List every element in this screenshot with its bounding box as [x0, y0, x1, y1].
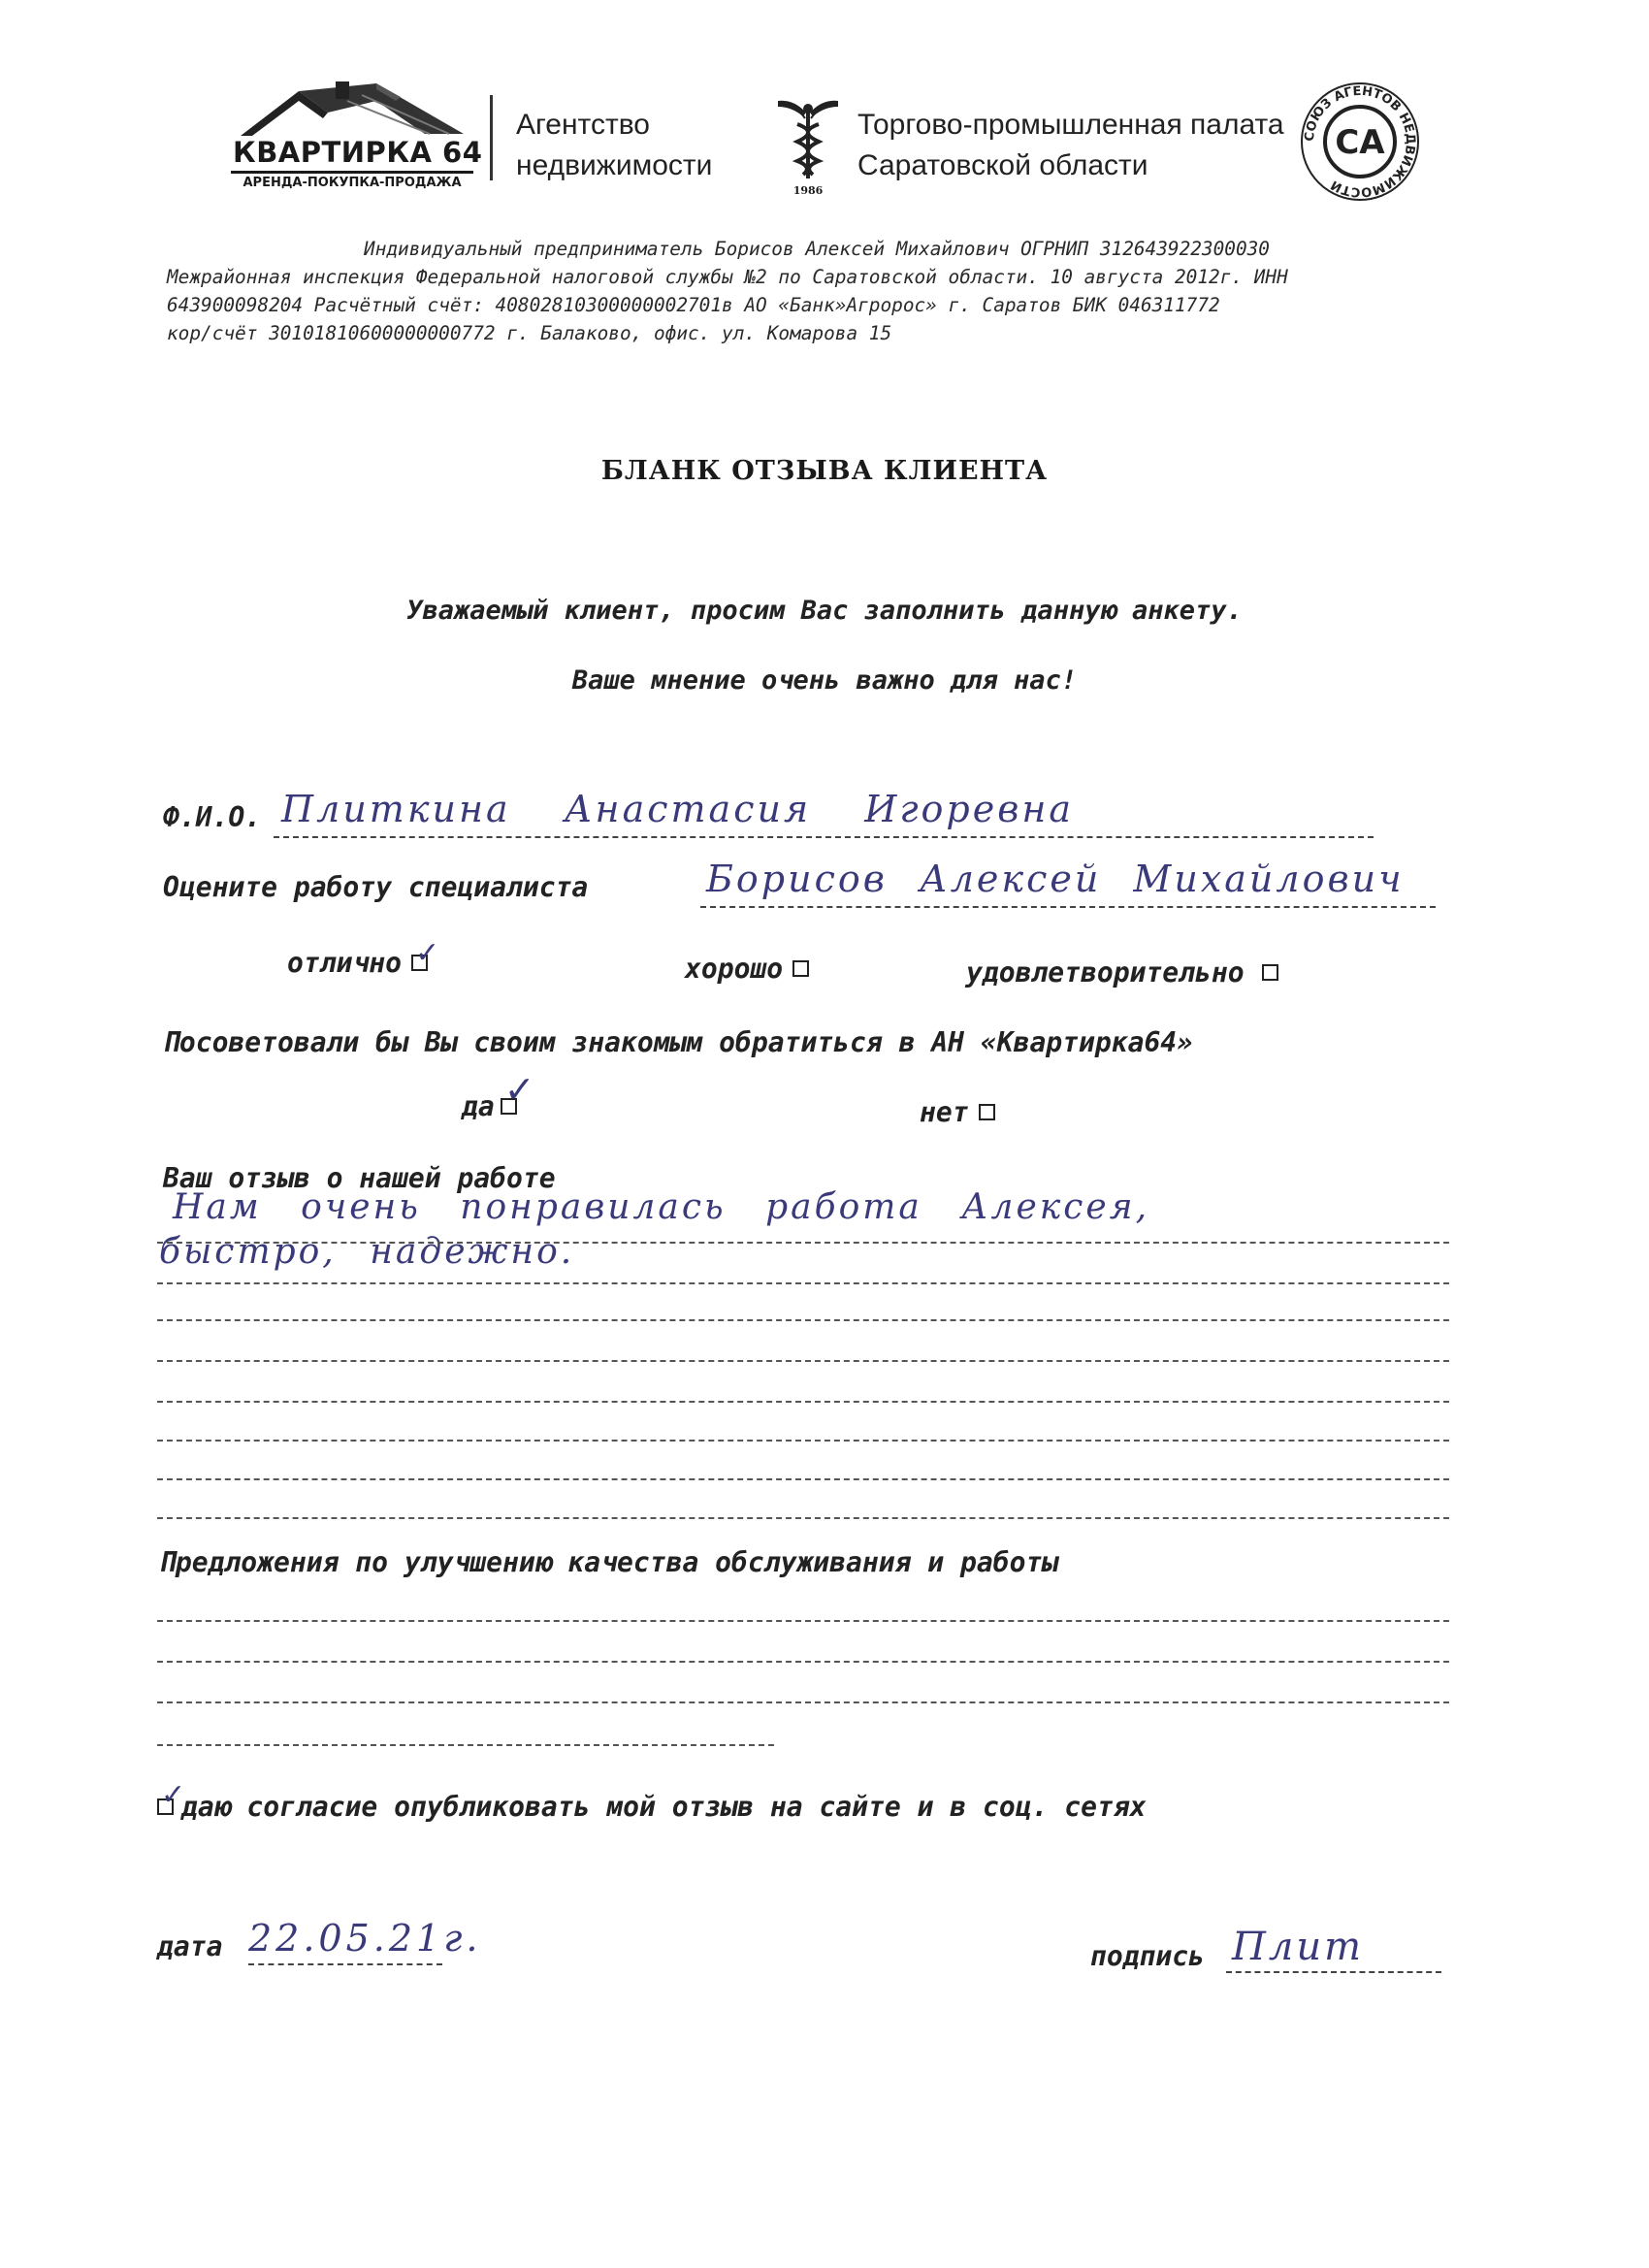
rate-underline — [700, 906, 1436, 908]
review-rule — [157, 1282, 1449, 1284]
suggestions-label: Предложения по улучшению качества обслуживания и работы — [159, 1546, 1059, 1578]
header-divider — [490, 95, 493, 180]
rating-good-checkbox[interactable] — [792, 960, 809, 977]
recommend-label: Посоветовали бы Вы своим знакомым обратиться в АН «Квартирка64» — [163, 1026, 1194, 1058]
chamber-emblem — [774, 95, 842, 202]
review-label: Ваш отзыв о нашей работе — [163, 1162, 556, 1194]
review-rule — [157, 1440, 1449, 1442]
recommend-no-checkbox[interactable] — [979, 1104, 995, 1120]
requisites-line: кор/счёт 30101810600000000772 г. Балаково, офис. ул. Комарова 15 — [167, 322, 892, 344]
date-value[interactable]: 22.05.21г. — [248, 1917, 482, 1960]
agency-logo — [231, 80, 483, 194]
date-label: дата — [157, 1930, 223, 1962]
review-rule — [157, 1242, 1449, 1244]
company-requisites — [167, 235, 1467, 347]
review-rule — [157, 1478, 1449, 1480]
union-seal-text: СОЮЗ АГЕНТОВ НЕДВИЖИМОСТИ — [1302, 83, 1418, 200]
rate-label: Оцените работу специалиста — [163, 871, 589, 903]
signature-underline — [1226, 1971, 1441, 1973]
rating-good-label: хорошо — [685, 953, 784, 985]
union-seal-icon — [1300, 81, 1420, 202]
recommend-yes-checkbox[interactable] — [501, 1067, 535, 1115]
requisites-line: 643900098204 Расчётный счёт: 40802810300000002701в АО «Банк»Агророс» г. Саратов БИК 046311772 — [167, 294, 1220, 316]
fio-label: Ф.И.О. — [163, 801, 262, 833]
review-line-1[interactable]: Нам очень понравилась работа Алексея, — [173, 1187, 1150, 1227]
recommend-option-no[interactable] — [920, 1096, 995, 1128]
check-icon: ✓ — [415, 935, 440, 970]
house-roof-icon — [231, 80, 473, 138]
form-importance: Ваше мнение очень важно для нас! — [571, 665, 1078, 696]
suggestions-rule — [157, 1661, 1449, 1663]
fio-value[interactable]: Плиткина Анастасия Игоревна — [281, 788, 1075, 830]
requisites-line: Индивидуальный предприниматель Борисов Алексей Михайлович ОГРНИП 312643922300030 — [364, 238, 1270, 260]
review-rule — [157, 1360, 1449, 1362]
signature-label: подпись — [1090, 1940, 1206, 1972]
fio-underline — [274, 836, 1374, 838]
rate-value[interactable]: Борисов Алексей Михайлович — [706, 858, 1405, 900]
chamber-label-line2: Саратовской области — [857, 149, 1148, 181]
form-greeting: Уважаемый клиент, просим Вас заполнить данную анкету. — [406, 596, 1243, 626]
suggestions-rule — [157, 1744, 774, 1746]
agency-logo-name: КВАРТИРКА 64 — [233, 136, 483, 169]
recommend-option-yes[interactable] — [462, 1067, 535, 1122]
chamber-emblem-year: 1986 — [792, 184, 824, 197]
suggestions-rule — [157, 1701, 1449, 1703]
agency-label-line1: Агентство — [516, 109, 650, 141]
agency-label-line2: недвижимости — [516, 149, 713, 181]
agency-logo-tagline: АРЕНДА-ПОКУПКА-ПРОДАЖА — [231, 171, 473, 190]
review-rule — [157, 1319, 1449, 1321]
signature-value[interactable]: Плит — [1232, 1925, 1365, 1969]
consent-label: даю согласие опубликовать мой отзыв на сайте и в соц. сетях — [181, 1791, 1147, 1823]
rating-option-excellent[interactable] — [287, 935, 440, 979]
form-title: БЛАНК ОТЗЫВА КЛИЕНТА — [600, 456, 1049, 486]
review-rule — [157, 1401, 1449, 1403]
consent-checkbox[interactable] — [157, 1777, 186, 1815]
rating-option-good[interactable] — [685, 953, 809, 985]
recommend-no-label: нет — [920, 1096, 969, 1128]
agency-label — [516, 105, 768, 186]
rating-excellent-checkbox[interactable] — [411, 935, 440, 971]
chamber-label — [857, 105, 1313, 186]
review-rule — [157, 1517, 1449, 1519]
check-icon: ✓ — [161, 1777, 186, 1812]
recommend-yes-label: да — [462, 1090, 495, 1122]
rating-satisfactory-checkbox[interactable] — [1262, 964, 1278, 981]
caduceus-icon — [774, 95, 842, 184]
chamber-label-line1: Торгово-промышленная палата — [857, 109, 1284, 141]
requisites-line: Межрайонная инспекция Федеральной налоговой службы №2 по Саратовской области. 10 августа 2012г. ИНН — [167, 266, 1288, 288]
review-line-2[interactable]: быстро, надежно. — [159, 1232, 575, 1272]
rating-satisfactory-label: удовлетворительно — [966, 956, 1245, 988]
consent-option[interactable] — [157, 1777, 1147, 1823]
rating-option-satisfactory[interactable] — [966, 956, 1278, 988]
date-underline — [248, 1963, 442, 1965]
check-icon: ✓ — [503, 1067, 535, 1111]
union-seal — [1300, 81, 1420, 202]
union-seal-initials: СА — [1335, 123, 1385, 162]
suggestions-rule — [157, 1620, 1449, 1622]
rating-excellent-label: отлично — [287, 947, 403, 979]
